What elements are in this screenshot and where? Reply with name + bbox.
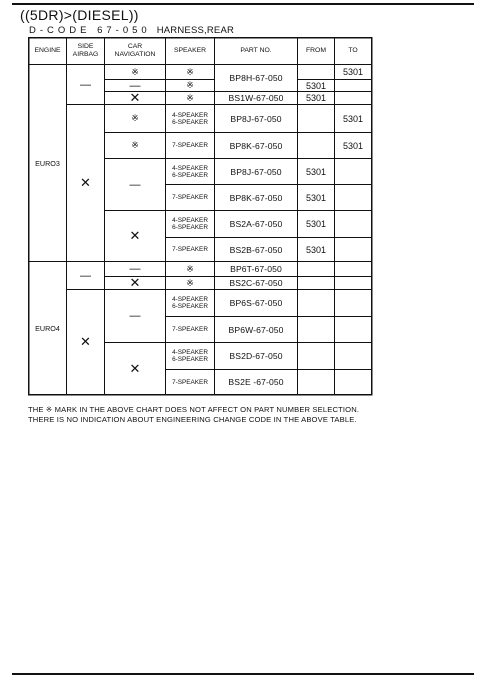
speaker-7: 7-SPEAKER [172, 326, 208, 333]
header-side-airbag-line1: SIDE [77, 43, 94, 50]
from-code: 5301 [305, 80, 327, 91]
part-number: BS2C-67-050 [229, 278, 283, 288]
part-number: BP8H-67-050 [229, 73, 283, 83]
engine-euro3: EURO3 [35, 158, 60, 168]
side-airbag-dash: — [80, 78, 91, 91]
speaker-6-label: 6-SPEAKER [172, 118, 208, 126]
speaker-mark: ※ [186, 92, 194, 103]
bottom-rule [12, 673, 474, 675]
speaker-4-6 [166, 211, 214, 237]
header-part-no: PART NO. [240, 47, 272, 54]
engine-euro4: EURO4 [35, 323, 60, 333]
from-code: 5301 [305, 192, 327, 203]
part-number: BP8J-67-050 [230, 166, 282, 177]
part-number: BP6T-67-050 [230, 264, 282, 274]
navigation-cross: ✕ [129, 275, 141, 290]
navigation-dash: — [129, 263, 141, 275]
side-airbag-cross: ✕ [80, 334, 91, 349]
to-code: 5301 [342, 113, 364, 124]
part-number: BS2E -67-050 [228, 377, 284, 387]
navigation-dash: — [129, 178, 141, 191]
speaker-7: 7-SPEAKER [172, 142, 208, 149]
navigation-dash: — [129, 310, 141, 322]
navigation-cross: ✕ [129, 360, 141, 376]
speaker-6-label: 6-SPEAKER [172, 224, 208, 231]
speaker-6-label: 6-SPEAKER [172, 171, 208, 179]
side-airbag-dash: — [80, 269, 91, 282]
to-code: 5301 [342, 67, 364, 77]
footnote-change-code: THERE IS NO INDICATION ABOUT ENGINEERING CHANGE CODE IN THE ABOVE TABLE. [28, 414, 357, 424]
header-engine: ENGINE [34, 47, 61, 54]
speaker-mark: ※ [186, 277, 194, 288]
navigation-cross: ✕ [129, 90, 141, 105]
navigation-mark: ※ [131, 140, 139, 150]
speaker-7: 7-SPEAKER [172, 194, 208, 201]
speaker-4-6 [166, 343, 214, 369]
header-car-navigation-line1: CAR [127, 43, 143, 50]
speaker-4-6 [166, 290, 214, 316]
speaker-4-label: 4-SPEAKER [172, 217, 208, 224]
speaker-6-label: 6-SPEAKER [172, 303, 208, 310]
part-number: BS2A-67-050 [229, 219, 283, 229]
speaker-7: 7-SPEAKER [172, 378, 208, 386]
speaker-mark: ※ [186, 80, 194, 90]
part-number: BP6W-67-050 [228, 324, 284, 335]
speaker-4-label: 4-SPEAKER [172, 164, 208, 172]
from-code: 5301 [305, 166, 327, 177]
part-number: BS2B-67-050 [229, 244, 283, 255]
header-car-navigation [105, 38, 165, 64]
navigation-cross: ✕ [129, 228, 141, 243]
footnotes [28, 405, 359, 424]
d-code: D-CODE 67-050 [29, 25, 151, 36]
navigation-dash: — [129, 79, 141, 92]
part-number: BS2D-67-050 [229, 351, 283, 361]
part-number: BP8K-67-050 [229, 192, 283, 203]
header-to: TO [348, 47, 358, 54]
part-number: BS1W-67-050 [228, 93, 284, 103]
navigation-mark: ※ [131, 66, 139, 77]
side-airbag-cross: ✕ [80, 175, 91, 190]
part-name: HARNESS,REAR [156, 25, 235, 36]
header-side-airbag [67, 38, 104, 64]
speaker-4-label: 4-SPEAKER [172, 349, 208, 356]
header-from: FROM [305, 47, 326, 54]
page-title: ((5DR)>(DIESEL)) [20, 7, 139, 23]
header-side-airbag-line2: AIRBAG [72, 51, 99, 58]
header-car-navigation-line2: NAVIGATION [114, 51, 156, 58]
speaker-4-label: 4-SPEAKER [172, 111, 208, 119]
speaker-6-label: 6-SPEAKER [172, 356, 208, 363]
navigation-mark: ※ [131, 113, 139, 123]
header-speaker: SPEAKER [173, 47, 207, 54]
footnote-mark: THE ※ MARK IN THE ABOVE CHART DOES NOT AFFECT ON PART NUMBER SELECTION. [28, 405, 360, 414]
part-number: BP8J-67-050 [230, 113, 282, 124]
speaker-4-label: 4-SPEAKER [172, 296, 208, 303]
speaker-4-6 [166, 105, 214, 132]
part-number: BP8K-67-050 [229, 140, 283, 151]
speaker-mark: ※ [186, 263, 194, 274]
speaker-mark: ※ [186, 66, 194, 77]
from-code: 5301 [305, 93, 327, 103]
speaker-7: 7-SPEAKER [172, 246, 208, 253]
part-number: BP6S-67-050 [229, 298, 283, 308]
to-code: 5301 [342, 140, 364, 151]
from-code: 5301 [305, 219, 327, 229]
from-code: 5301 [305, 244, 327, 255]
speaker-4-6 [166, 159, 214, 184]
